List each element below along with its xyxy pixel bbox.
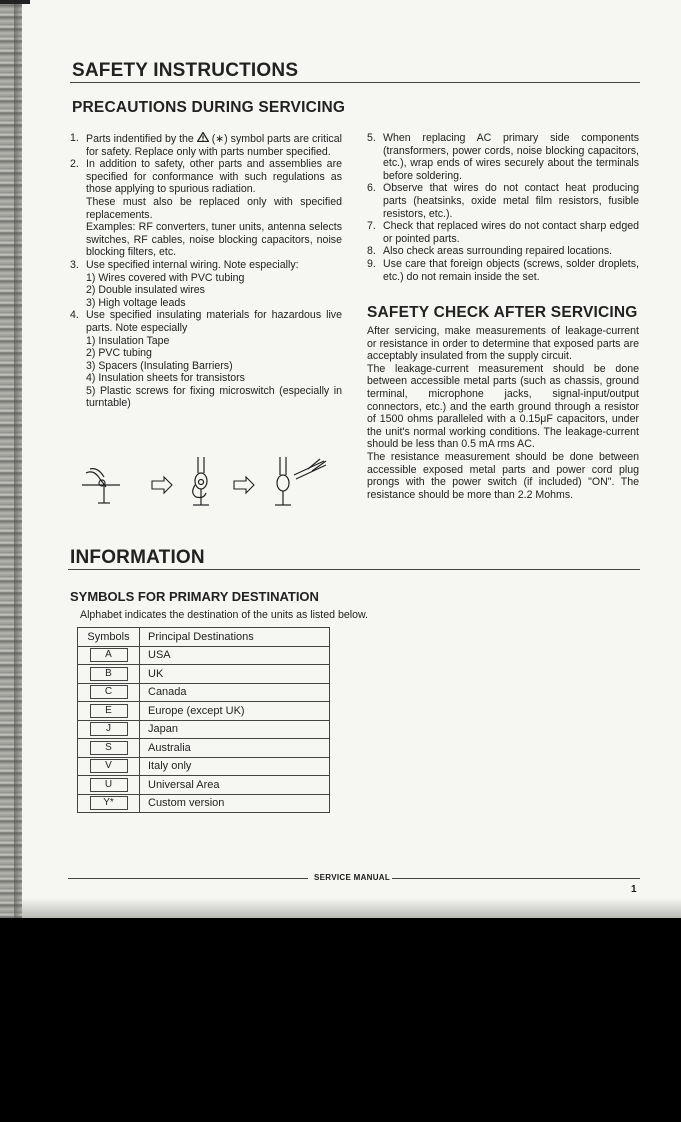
symbol-cell — [78, 702, 140, 721]
precaution-item-9 — [367, 258, 639, 283]
page-number: 1 — [631, 884, 637, 895]
item-line: 2) PVC tubing — [86, 347, 152, 360]
symbol-cell — [78, 720, 140, 739]
item-line: 5) Plastic screws for fixing microswitch (especially in turntable) — [86, 384, 342, 410]
symbols-intro: Alphabet indicates the destination of the units as listed below. — [80, 609, 368, 621]
destination-cell: Australia — [140, 739, 330, 758]
destination-symbol: U — [90, 778, 128, 792]
safety-check-heading: SAFETY CHECK AFTER SERVICING — [367, 304, 638, 321]
item-text: Check that replaced wires do not contact sharp edged or pointed parts. — [383, 220, 639, 245]
title-rule — [70, 82, 640, 83]
item-text-pre: Parts indentified by the — [86, 133, 194, 145]
precaution-item-8 — [367, 245, 639, 258]
precautions-right-column — [367, 132, 639, 283]
destination-symbol: E — [90, 704, 128, 718]
table-row — [78, 757, 330, 776]
item-line: Use specified insulating materials for hazardous live parts. Note especially — [86, 309, 342, 334]
page-title: SAFETY INSTRUCTIONS — [72, 60, 299, 81]
item-line: 2) Double insulated wires — [86, 284, 205, 297]
symbol-cell — [78, 794, 140, 813]
item-number: 1. — [70, 132, 79, 144]
terminal-wrapped-icon — [193, 457, 209, 505]
destination-cell: Custom version — [140, 794, 330, 813]
destination-symbol: B — [90, 667, 128, 681]
destination-symbol: Y* — [90, 796, 128, 810]
precaution-item-6 — [367, 182, 639, 220]
destination-table — [77, 627, 330, 813]
footer-rule-left — [68, 878, 308, 879]
item-number: 8. — [367, 245, 376, 258]
precaution-item-3 — [70, 259, 342, 309]
item-number: 3. — [70, 258, 79, 271]
wire-wrap-diagram — [80, 455, 350, 515]
precaution-item-4 — [70, 309, 342, 410]
precautions-heading: PRECAUTIONS DURING SERVICING — [72, 99, 346, 116]
symbols-heading: SYMBOLS FOR PRIMARY DESTINATION — [70, 589, 319, 604]
destination-symbol: J — [90, 722, 128, 736]
page-bottom-shadow — [22, 898, 681, 918]
symbol-cell — [78, 739, 140, 758]
symbol-cell — [78, 665, 140, 684]
table-row — [78, 683, 330, 702]
destination-cell: Europe (except UK) — [140, 702, 330, 721]
destination-cell: Italy only — [140, 757, 330, 776]
item-text-post: (∗) symbol parts are critical for safety. Replace only with parts number specified. — [86, 133, 342, 158]
column-header: Symbols — [78, 628, 140, 647]
precaution-item-5 — [367, 132, 639, 182]
precautions-left-column — [70, 132, 342, 410]
table-row — [78, 646, 330, 665]
table-row — [78, 776, 330, 795]
item-number: 4. — [70, 309, 79, 322]
destination-symbol: A — [90, 648, 128, 662]
warning-triangle-icon — [197, 133, 209, 145]
item-line: 4) Insulation sheets for transistors — [86, 372, 245, 385]
item-line: 1) Insulation Tape — [86, 334, 170, 347]
destination-symbol: C — [90, 685, 128, 699]
table-row — [78, 702, 330, 721]
terminal-before-icon — [82, 469, 120, 503]
item-text: Observe that wires do not contact heat producing parts (heatsinks, oxide metal film resistors, fusible resistors, etc.). — [383, 182, 639, 220]
hollow-right-arrow-icon — [152, 477, 172, 493]
precaution-item-1 — [70, 132, 342, 158]
item-line: Use specified internal wiring. Note especially: — [86, 258, 299, 271]
safety-check-paragraph: After servicing, make measurements of leakage-current or resistance in order to determine that exposed parts are acceptably insulated from the supply circuit. — [367, 325, 639, 363]
information-rule — [68, 569, 640, 570]
item-number: 6. — [367, 182, 376, 195]
item-number: 2. — [70, 158, 79, 171]
destination-symbol: S — [90, 741, 128, 755]
precaution-item-7 — [367, 220, 639, 245]
item-line: 1) Wires covered with PVC tubing — [86, 271, 245, 284]
terminal-soldered-icon — [275, 457, 326, 505]
table-header-row — [78, 628, 330, 647]
footer-rule-right — [392, 878, 640, 879]
item-number: 9. — [367, 257, 376, 270]
table-row — [78, 720, 330, 739]
destination-symbol: V — [90, 759, 128, 773]
page-binding-edge — [0, 0, 22, 918]
item-number: 5. — [367, 132, 376, 144]
information-heading: INFORMATION — [70, 547, 205, 568]
safety-check-body — [367, 325, 639, 501]
item-line: 3) High voltage leads — [86, 296, 186, 309]
symbol-cell — [78, 646, 140, 665]
symbol-cell — [78, 757, 140, 776]
item-text: Use care that foreign objects (screws, solder droplets, etc.) do not remain inside the set. — [383, 257, 639, 283]
item-number: 7. — [367, 220, 376, 233]
symbol-cell — [78, 776, 140, 795]
column-header: Principal Destinations — [140, 628, 330, 647]
corner-mark — [0, 0, 30, 4]
item-line: These must also be replaced only with specified replacements. — [86, 195, 342, 221]
destination-cell: Canada — [140, 683, 330, 702]
item-text: When replacing AC primary side components (transformers, power cords, noise blocking capacitors, etc.), wrap ends of wires securely about the terminals before soldering. — [383, 132, 639, 182]
table-row — [78, 794, 330, 813]
item-line: 3) Spacers (Insulating Barriers) — [86, 359, 233, 372]
destination-cell: Japan — [140, 720, 330, 739]
footer-label: SERVICE MANUAL — [314, 873, 391, 882]
hollow-right-arrow-icon — [234, 477, 254, 493]
destination-cell: UK — [140, 665, 330, 684]
safety-check-paragraph: The leakage-current measurement should be done between accessible metal parts (such as chassis, ground terminal, microphone jacks, signal-input/output connectors, etc.) and the earth ground through a resistor of 1500 ohms paralleled with a 0.15μF capacitors, under the unit's normal working conditions. The leakage-current should be less than 0.5 mA rms AC. — [367, 362, 639, 451]
destination-cell: Universal Area — [140, 776, 330, 795]
item-line: Examples: RF converters, tuner units, antenna selects switches, RF cables, noise blocking capacitors, noise blocking filters, etc. — [86, 221, 342, 259]
symbol-cell — [78, 683, 140, 702]
table-row — [78, 665, 330, 684]
precaution-item-2 — [70, 158, 342, 259]
item-text: Also check areas surrounding repaired locations. — [383, 245, 613, 258]
destination-cell: USA — [140, 646, 330, 665]
safety-check-paragraph: The resistance measurement should be done between accessible exposed metal parts and power cord plug prongs with the power switch (if included) "ON". The resistance should be more than 2.2 Mohms. — [367, 450, 639, 501]
item-line: In addition to safety, other parts and assemblies are specified for conformance with such regulations as those applying to spurious radiation. — [86, 158, 342, 196]
table-row — [78, 739, 330, 758]
